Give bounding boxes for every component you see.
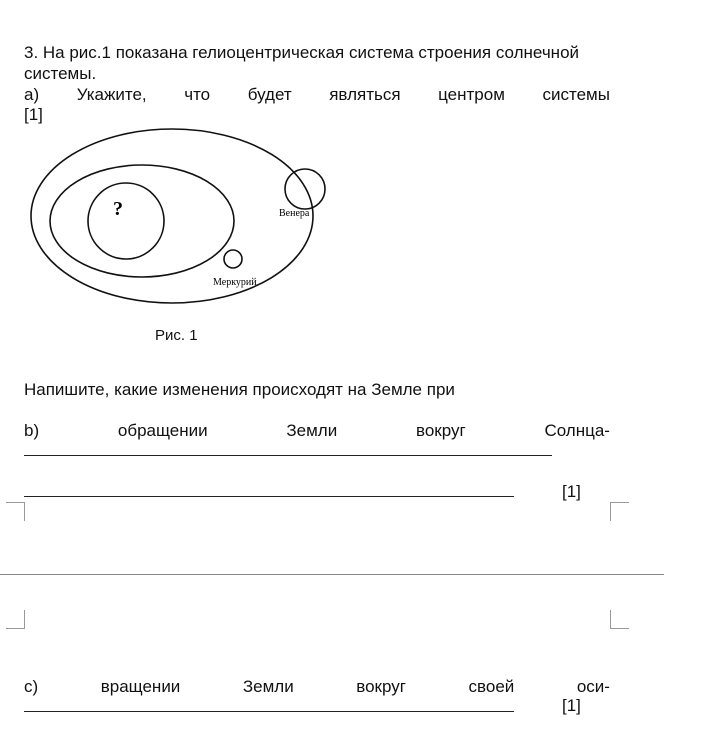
- question-line-1: 3. На рис.1 показана гелиоцентрическая система строения солнечной: [24, 43, 580, 62]
- part-a-word: Укажите,: [76, 85, 147, 104]
- page-corner-mark: [610, 610, 629, 629]
- mercury-circle: [224, 250, 242, 268]
- sun-circle: [88, 183, 164, 259]
- part-a-word: являться: [329, 85, 401, 104]
- part-a-mark: [1]: [24, 105, 43, 124]
- part-a-word: системы: [542, 85, 610, 104]
- figure-caption: Рис. 1: [155, 327, 198, 344]
- center-question-mark: ?: [113, 198, 123, 220]
- part-a-letter: а): [24, 85, 40, 104]
- part-b-word: Солнца-: [544, 421, 610, 440]
- part-c-word: Земли: [242, 677, 294, 696]
- page-corner-mark: [6, 610, 25, 629]
- outer-orbit: [31, 129, 313, 303]
- part-b-word: Земли: [286, 421, 338, 440]
- part-c-word: оси-: [576, 677, 610, 696]
- part-a-word: что: [184, 85, 211, 104]
- instruction-text: Напишите, какие изменения происходят на Земле при: [24, 380, 455, 399]
- part-c-word: вокруг: [356, 677, 406, 696]
- solar-system-figure: [0, 0, 360, 320]
- answer-line-b-2[interactable]: [24, 496, 514, 497]
- part-a-word: центром: [438, 85, 505, 104]
- part-b-letter: b): [24, 421, 40, 440]
- part-a-word: будет: [247, 85, 292, 104]
- answer-line-b-1[interactable]: [24, 455, 552, 456]
- venus-label: Венера: [279, 208, 310, 219]
- answer-line-c[interactable]: [24, 711, 514, 712]
- part-c-word: вращении: [100, 677, 181, 696]
- venus-circle: [285, 169, 325, 209]
- page-corner-mark: [610, 502, 629, 521]
- part-b-prompt: [24, 421, 610, 441]
- page-break-line: [0, 574, 664, 575]
- part-b-mark: [1]: [562, 482, 581, 501]
- part-c-mark: [1]: [562, 696, 581, 715]
- part-c-word: своей: [468, 677, 515, 696]
- mercury-label: Меркурий: [213, 277, 257, 288]
- question-line-2: системы.: [24, 64, 97, 83]
- part-c-prompt: [24, 677, 610, 697]
- part-c-letter: c): [24, 677, 39, 696]
- part-b-word: вокруг: [415, 421, 466, 440]
- part-b-word: обращении: [117, 421, 208, 440]
- page-corner-mark: [6, 502, 25, 521]
